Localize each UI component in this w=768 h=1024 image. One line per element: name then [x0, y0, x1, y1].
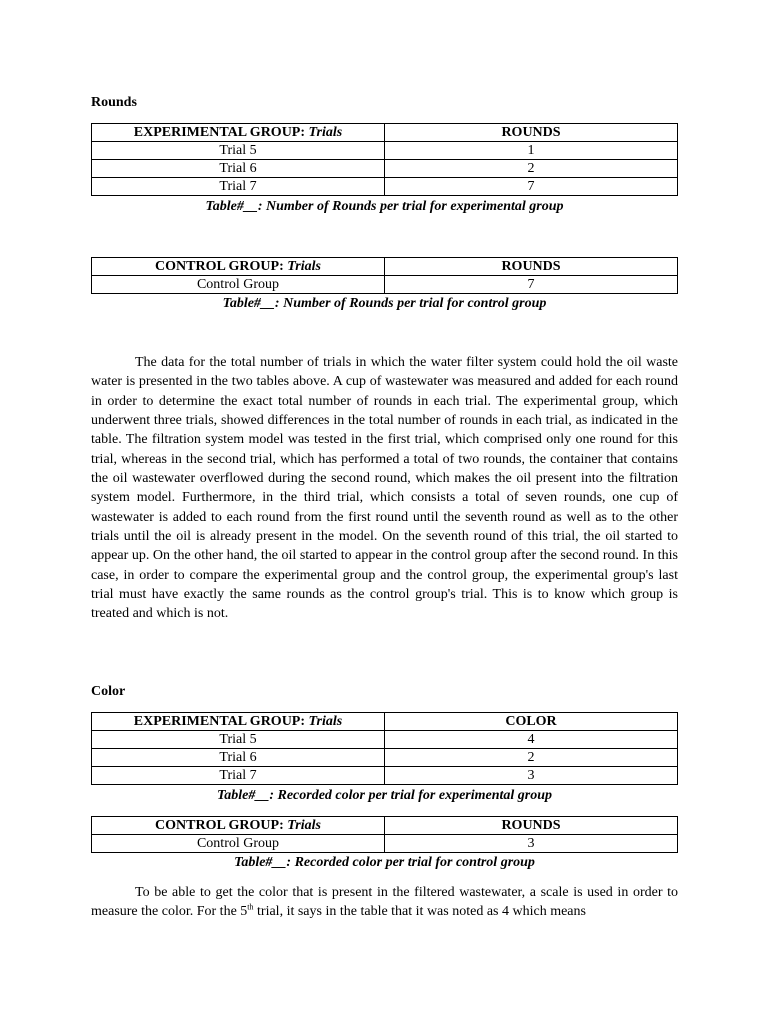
table-header-row	[92, 258, 678, 276]
color-experimental-table	[91, 712, 678, 785]
table-row	[92, 731, 678, 749]
trial-cell: Control Group	[92, 276, 385, 294]
table-header-row	[92, 817, 678, 835]
trial-cell: Trial 5	[92, 731, 385, 749]
superscript: th	[247, 902, 254, 912]
rounds-paragraph: The data for the total number of trials in which the water filter system could hold the oil waste water is presented in the two tables above. A cup of wastewater was measured and added for each round in order to determine the exact total number of rounds in each trial. The experimental group, which underwent three trials, showed differences in the total number of rounds in each trial, as indicated in the table. The filtration system model was tested in the first trial, which comprised only one round for this trial, whereas in the second trial, which has performed a total of two rounds, the container that contains the oil wastewater overflowed during the second round, which makes the oil present into the filtration system model. Furthermore, in the third trial, which consists a total of seven rounds, one cup of wastewater is added to each round from the first round until the seventh round as well as to the other trials until the oil is already present in the model. On the seventh round of this trial, the oil started to appear up. On the other hand, the oil started to appear in the control group after the second round. In this case, in order to compare the experimental group and the control group, the experimental group's last trial must have exactly the same rounds as the control group's trial. This is to know which group is treated and which is not.	[91, 355, 678, 622]
trial-cell: Trial 5	[92, 142, 385, 160]
value-cell: 3	[385, 767, 678, 785]
table-caption: Table#__: Recorded color per trial for experimental group	[216, 788, 553, 803]
table-header-row	[92, 713, 678, 731]
table-row	[92, 178, 678, 196]
trial-cell: Control Group	[92, 835, 385, 853]
value-cell: 7	[385, 276, 678, 294]
value-cell: 2	[385, 160, 678, 178]
table-row	[92, 276, 678, 294]
header-color: COLOR	[385, 713, 678, 731]
table-caption: Table#__: Number of Rounds per trial for experimental group	[205, 199, 564, 214]
color-paragraph: To be able to get the color that is present in the filtered wastewater, a scale is used in order to measure the color. For the 5th trial, it says in the table that it was noted as 4 which means	[91, 885, 678, 920]
header-group-trials: CONTROL GROUP: Trials	[92, 258, 385, 276]
table-row	[92, 749, 678, 767]
value-cell: 1	[385, 142, 678, 160]
table-row	[92, 160, 678, 178]
table-header-row	[92, 124, 678, 142]
rounds-control-table	[91, 257, 678, 294]
value-cell: 2	[385, 749, 678, 767]
color-control-table	[91, 816, 678, 853]
trial-cell: Trial 7	[92, 178, 385, 196]
trial-cell: Trial 6	[92, 749, 385, 767]
trial-cell: Trial 6	[92, 160, 385, 178]
header-group-trials: EXPERIMENTAL GROUP: Trials	[92, 713, 385, 731]
table-row	[92, 142, 678, 160]
value-cell: 4	[385, 731, 678, 749]
color-heading: Color	[91, 684, 126, 699]
header-rounds: ROUNDS	[385, 817, 678, 835]
trial-cell: Trial 7	[92, 767, 385, 785]
value-cell: 3	[385, 835, 678, 853]
rounds-heading: Rounds	[91, 95, 137, 110]
header-group-trials: CONTROL GROUP: Trials	[92, 817, 385, 835]
rounds-experimental-table	[91, 123, 678, 196]
table-caption: Table#__: Recorded color per trial for control group	[234, 855, 535, 870]
header-group-trials: EXPERIMENTAL GROUP: Trials	[92, 124, 385, 142]
table-row	[92, 767, 678, 785]
table-caption: Table#__: Number of Rounds per trial for control group	[222, 296, 547, 311]
value-cell: 7	[385, 178, 678, 196]
header-rounds: ROUNDS	[385, 124, 678, 142]
table-row	[92, 835, 678, 853]
header-rounds: ROUNDS	[385, 258, 678, 276]
